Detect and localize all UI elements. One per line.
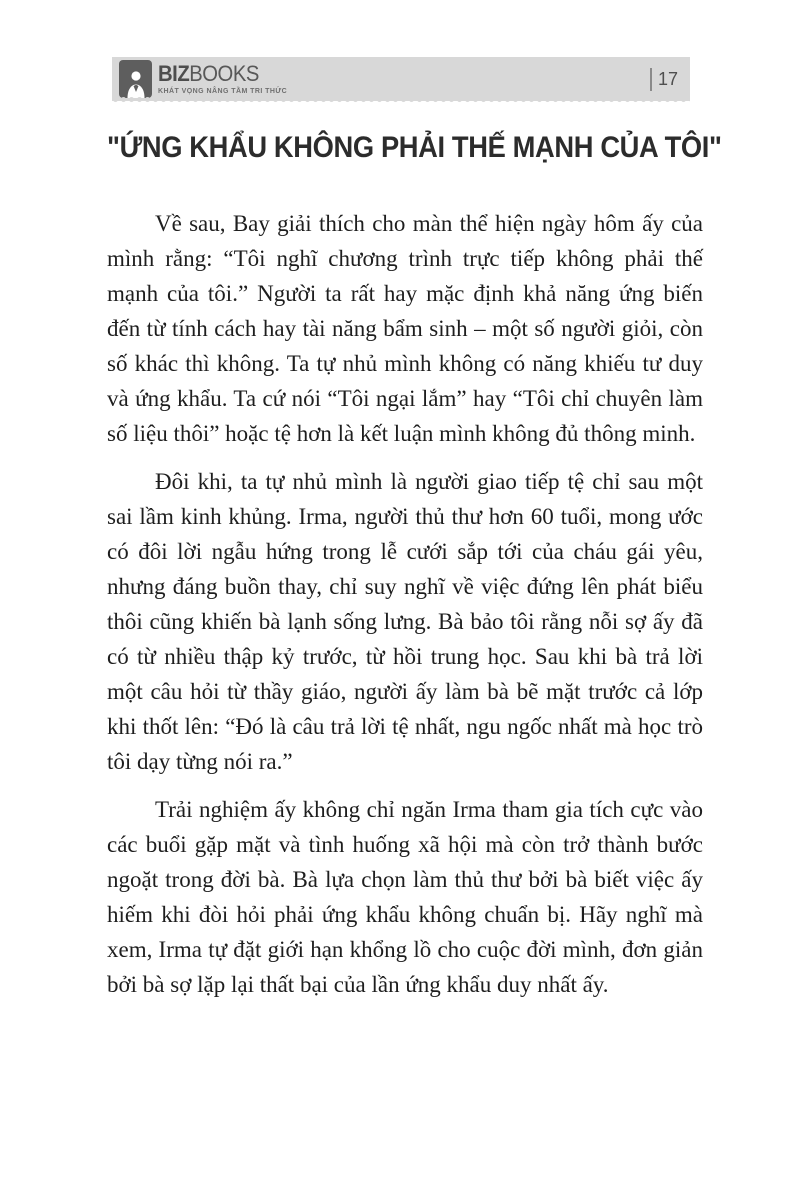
paragraph: Về sau, Bay giải thích cho màn thể hiện ngày hôm ấy của mình rằng: “Tôi nghĩ chương trình trực tiếp không phải thế mạnh của tôi.” Người ta rất hay mặc định khả năng ứng biến đến từ tính cách hay tài năng bẩm sinh – một số người giỏi, còn số khác thì không. Ta tự nhủ mình không có năng khiếu tư duy và ứng khẩu. Ta cứ nói “Tôi ngại lắm” hay “Tôi chỉ chuyên làm số liệu thôi” hoặc tệ hơn là kết luận mình không đủ thông minh. — [107, 211, 703, 446]
page-header-band — [112, 57, 690, 101]
page-content — [107, 131, 722, 1015]
page-number-value: 17 — [657, 68, 678, 89]
body-text — [107, 206, 703, 1002]
brand-name — [158, 63, 277, 85]
brand-name-books: BOOKS — [189, 61, 259, 86]
brand-name-biz: BIZ — [158, 61, 190, 86]
page-number-divider — [650, 68, 652, 91]
page-number — [650, 68, 678, 91]
bizbooks-person-icon — [119, 60, 152, 98]
paragraph: Đôi khi, ta tự nhủ mình là người giao tiếp tệ chỉ sau một sai lầm kinh khủng. Irma, người thủ thư hơn 60 tuổi, mong ước có đôi lời ngẫu hứng trong lễ cưới sắp tới của cháu gái yêu, nhưng đáng buồn thay, chỉ suy nghĩ về việc đứng lên phát biểu thôi cũng khiến bà lạnh sống lưng. Bà bảo tôi rằng nỗi sợ ấy đã có từ nhiều thập kỷ trước, từ hồi trung học. Sau khi bà trả lời một câu hỏi từ thầy giáo, người ấy làm bà bẽ mặt trước cả lớp khi thốt lên: “Đó là câu trả lời tệ nhất, ngu ngốc nhất mà học trò tôi dạy từng nói ra.” — [107, 469, 703, 774]
section-title: "ỨNG KHẨU KHÔNG PHẢI THẾ MẠNH CỦA TÔI" — [107, 131, 722, 164]
bizbooks-logo — [119, 60, 287, 98]
paragraph: Trải nghiệm ấy không chỉ ngăn Irma tham gia tích cực vào các buổi gặp mặt và tình huống xã hội mà còn trở thành bước ngoặt trong đời bà. Bà lựa chọn làm thủ thư bởi bà biết việc ấy hiếm khi đòi hỏi phải ứng khẩu không chuẩn bị. Hãy nghĩ mà xem, Irma tự đặt giới hạn khổng lồ cho cuộc đời mình, đơn giản bởi bà sợ lặp lại thất bại của lần ứng khẩu duy nhất ấy. — [107, 797, 703, 997]
brand-tagline: KHÁT VỌNG NÂNG TẦM TRI THỨC — [158, 88, 288, 95]
logo-text — [158, 63, 287, 95]
